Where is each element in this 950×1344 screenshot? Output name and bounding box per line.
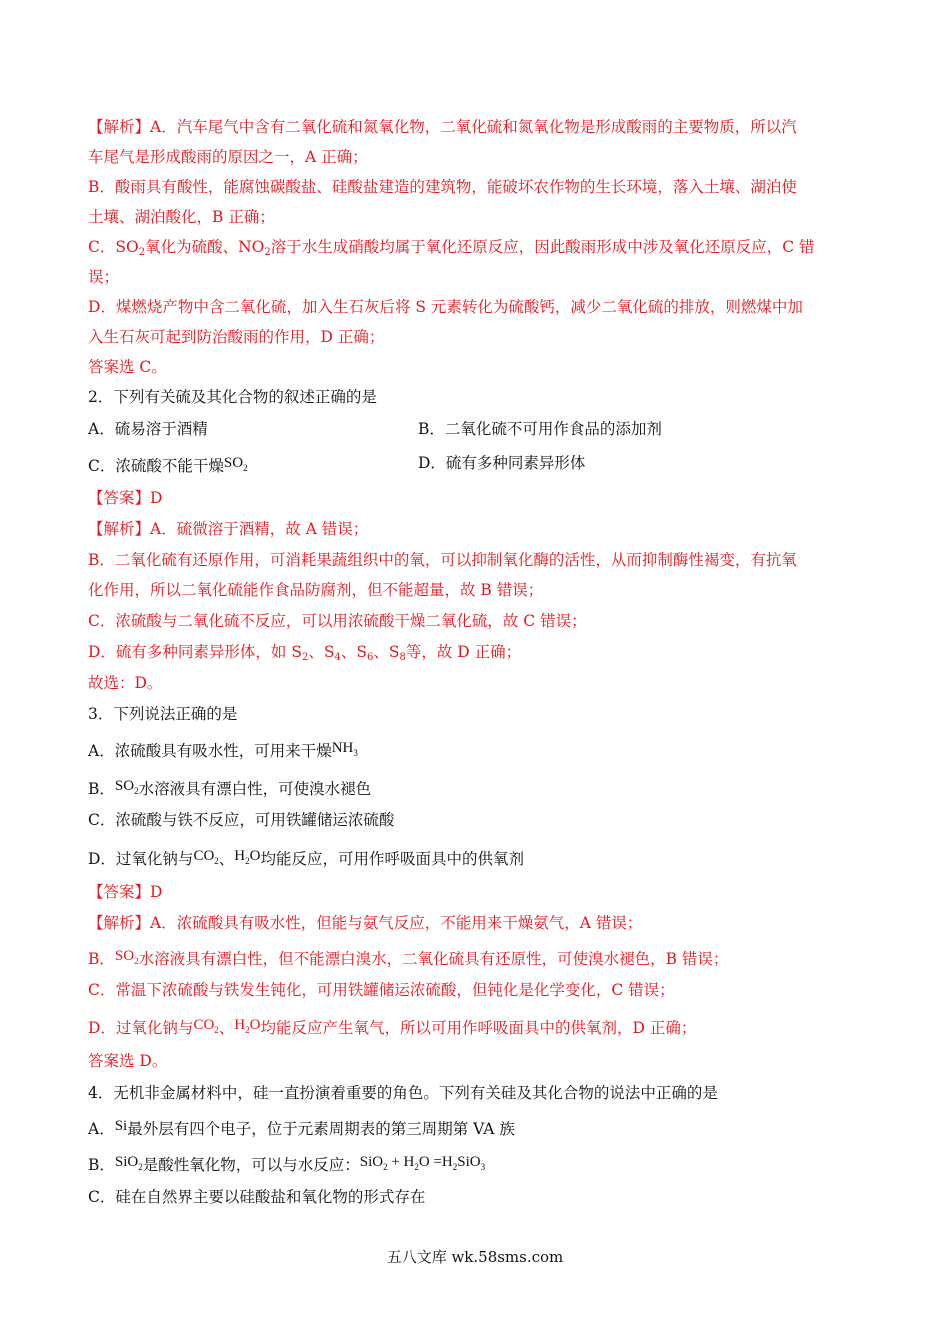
q1-analysis-a-line1: 【解析】A．汽车尾气中含有二氧化硫和氮氧化物，二氧化硫和氮氧化物是形成酸雨的主要物质，所以汽: [88, 118, 797, 136]
q4-option-a: A．Si最外层有四个电子，位于元素周期表的第三周期第 VA 族: [88, 1118, 515, 1138]
q4-option-c: C．硅在自然界主要以硅酸盐和氧化物的形式存在: [88, 1188, 426, 1206]
q1-analysis-d-line2: 入生石灰可起到防治酸雨的作用，D 正确；: [88, 328, 385, 346]
q2-option-a: A．硫易溶于酒精: [88, 420, 208, 438]
q1-answer-conclusion: 答案选 C。: [88, 358, 167, 376]
q1-analysis-c-line2: 误；: [88, 268, 120, 286]
q2-option-c: C．浓硫酸不能干燥$SO_2$: [88, 455, 248, 475]
q1-analysis-d-line1: D．煤燃烧产物中含二氧化硫，加入生石灰后将 S 元素转化为硫酸钙，减少二氧化硫的排放，则燃煤中加: [88, 298, 803, 316]
q1-analysis-b-line1: B．酸雨具有酸性，能腐蚀碳酸盐、硅酸盐建造的建筑物，能破坏农作物的生长环境，落入土壤、湖泊使: [88, 178, 797, 196]
q3-stem: 3．下列说法正确的是: [88, 705, 238, 723]
q2-analysis-b-line2: 化作用，所以二氧化硫能作食品防腐剂，但不能超量，故 B 错误；: [88, 581, 544, 599]
q3-analysis-a: 【解析】A．浓硫酸具有吸水性，但能与氨气反应，不能用来干燥氨气，A 错误；: [88, 914, 643, 932]
q2-answer: 【答案】D: [88, 489, 163, 507]
q2-analysis-b-line1: B．二氧化硫有还原作用，可消耗果蔬组织中的氧，可以抑制氧化酶的活性，从而抑制酶性褐变，有抗氧: [88, 551, 797, 569]
q2-option-d: D．硫有多种同素异形体: [418, 454, 586, 472]
q3-option-c: C．浓硫酸与铁不反应，可用铁罐储运浓硫酸: [88, 811, 395, 829]
q4-stem: 4．无机非金属材料中，硅一直扮演着重要的角色。下列有关硅及其化合物的说法中正确的是: [88, 1084, 718, 1102]
q1-analysis-b-line2: 土壤、湖泊酸化，B 正确；: [88, 208, 275, 226]
q2-analysis-a: 【解析】A．硫微溶于酒精，故 A 错误；: [88, 520, 369, 538]
q1-analysis-a-line2: 车尾气是形成酸雨的原因之一，A 正确；: [88, 148, 368, 166]
q2-analysis-c: C．浓硫酸与二氧化硫不反应，可以用浓硫酸干燥二氧化硫，故 C 错误；: [88, 612, 587, 630]
q3-analysis-c: C．常温下浓硫酸与铁发生钝化，可用铁罐储运浓硫酸，但钝化是化学变化，C 错误；: [88, 981, 675, 999]
q2-analysis-d: D．硫有多种同素异形体，如 $S_2$、$S_4$、$S_6$、$S_8$等，故 D 正确；: [88, 643, 522, 663]
q2-conclusion: 故选：D。: [88, 674, 163, 692]
q3-analysis-d: D．过氧化钠与$CO_2$、$H_2O$均能反应产生氧气，所以可用作呼吸面具中的供氧剂，D 正确；: [88, 1017, 697, 1037]
q3-answer: 【答案】D: [88, 883, 163, 901]
q2-option-b: B．二氧化硫不可用作食品的添加剂: [418, 420, 662, 438]
q3-analysis-b: B．$SO_2$水溶液具有漂白性，但不能漂白溴水，二氧化硫具有还原性，可使溴水褪色，B 错误；: [88, 948, 729, 968]
q3-option-b: B．$SO_2$水溶液具有漂白性，可使溴水褪色: [88, 778, 372, 798]
q1-analysis-c-line1: C．$SO_2$氧化为硫酸、$NO_2$溶于水生成硝酸均属于氧化还原反应，因此酸雨形成中涉及氧化还原反应，C 错: [88, 238, 815, 258]
q3-option-d: D．过氧化钠与$CO_2$、$H_2O$均能反应，可用作呼吸面具中的供氧剂: [88, 848, 524, 868]
q3-conclusion: 答案选 D。: [88, 1052, 168, 1070]
q2-stem: 2．下列有关硫及其化合物的叙述正确的是: [88, 388, 377, 406]
page-footer-watermark: 五八文库 wk.58sms.com: [386, 1248, 564, 1266]
q3-option-a: A．浓硫酸具有吸水性，可用来干燥$NH_3$: [88, 740, 358, 760]
q4-option-b: B．SiO$_2$是酸性氧化物，可以与水反应：$SiO_2 + H_2O =H_2SiO_3$: [88, 1154, 486, 1174]
